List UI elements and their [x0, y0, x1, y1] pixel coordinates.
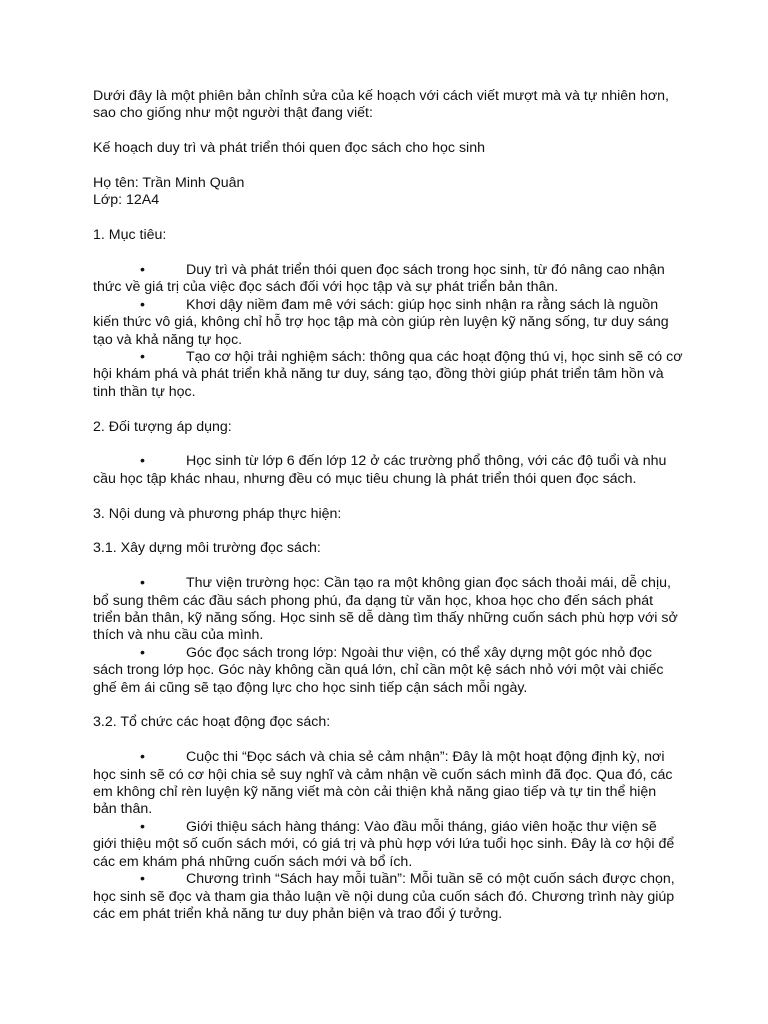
list-item [93, 819, 683, 871]
list-item-text: Tạo cơ hội trải nghiệm sách: thông qua các hoạt động thú vị, học sinh sẽ có cơ hội khám phá và phát triển khả năng tư duy, sáng tạo, đồng thời giúp phát triển tâm hồn và tinh thần tự học. [93, 349, 683, 400]
list-item-text: Thư viện trường học: Cần tạo ra một không gian đọc sách thoải mái, dễ chịu, bổ sung thêm các đầu sách phong phú, đa dạng từ văn học, khoa học cho đến sách phát triển bản thân, kỹ năng sống. Học sinh sẽ dễ dàng tìm thấy những cuốn sách phù hợp với sở thích và nhu cầu của mình. [93, 575, 678, 644]
bullet-icon: • [140, 262, 145, 278]
paragraph: 3.2. Tổ chức các hoạt động đọc sách: [93, 714, 331, 731]
list-item [93, 262, 683, 297]
bullet-icon: • [140, 453, 145, 470]
bullet-icon: • [140, 296, 145, 313]
student-info [93, 175, 683, 210]
list-item [93, 453, 683, 488]
bullet-icon: • [140, 749, 145, 766]
info-line: Lớp: 12A4 [93, 192, 160, 209]
paragraph: 2. Đối tượng áp dụng: [93, 418, 232, 435]
paragraph: 1. Mục tiêu: [93, 227, 167, 244]
bullet-icon: • [140, 349, 145, 366]
bullet-list [93, 575, 683, 697]
bullet-list [93, 262, 683, 401]
list-item [93, 645, 683, 697]
bullet-list [93, 453, 683, 488]
list-item-text: Góc đọc sách trong lớp: Ngoài thư viện, có thể xây dựng một góc nhỏ đọc sách trong lớp học. Góc này không cần quá lớn, chỉ cần một kệ sách nhỏ với một vài chiếc ghế êm ái cũng sẽ tạo động lực cho học sinh tiếp cận sách mỗi ngày. [93, 644, 664, 696]
list-item [93, 349, 683, 401]
list-item-text: Duy trì và phát triển thói quen đọc sách trong học sinh, từ đó nâng cao nhận thức về giá trị của việc đọc sách đối với học tập và sự phát triển bản thân. [93, 262, 665, 296]
document-body [93, 88, 683, 941]
paragraph: 3.1. Xây dựng môi trường đọc sách: [93, 540, 321, 557]
paragraph: Kế hoạch duy trì và phát triển thói quen đọc sách cho học sinh [93, 140, 485, 157]
bullet-icon: • [140, 575, 145, 592]
bullet-icon: • [140, 818, 145, 835]
list-item-text: Học sinh từ lớp 6 đến lớp 12 ở các trường phổ thông, với các độ tuổi và nhu cầu học tập khác nhau, nhưng đều có mục tiêu chung là phát triển thói quen đọc sách. [93, 453, 667, 487]
bullet-list [93, 749, 683, 923]
bullet-icon: • [140, 644, 145, 661]
list-item-text: Cuộc thi “Đọc sách và chia sẻ cảm nhận”: Đây là một hoạt động định kỳ, nơi học sinh sẽ có cơ hội chia sẻ suy nghĩ và cảm nhận về cuốn sách mình đã đọc. Qua đó, các em không chỉ rèn luyện kỹ năng viết mà còn cải thiện khả năng giao tiếp và tự tin thể hiện bản thân. [93, 749, 673, 818]
list-item [93, 871, 683, 923]
info-line: Họ tên: Trần Minh Quân [93, 175, 245, 191]
list-item [93, 575, 683, 645]
list-item-text: Chương trình “Sách hay mỗi tuần”: Mỗi tuần sẽ có một cuốn sách được chọn, học sinh sẽ đọc và tham gia thảo luận về nội dung của cuốn sách đó. Chương trình này giúp các em phát triển khả năng tư duy phản biện và trao đổi ý tưởng. [93, 871, 675, 922]
paragraph: Dưới đây là một phiên bản chỉnh sửa của kế hoạch với cách viết mượt mà và tự nhiên hơn, sao cho giống như một người thật đang viết: [93, 88, 669, 122]
list-item-text: Giới thiệu sách hàng tháng: Vào đầu mỗi tháng, giáo viên hoặc thư viện sẽ giới thiệu một số cuốn sách mới, có giá trị và phù hợp với lứa tuổi học sinh. Đây là cơ hội để các em khám phá những cuốn sách mới và bổ ích. [93, 818, 675, 870]
list-item [93, 297, 683, 349]
list-item-text: Khơi dậy niềm đam mê với sách: giúp học sinh nhận ra rằng sách là nguồn kiến thức vô giá, không chỉ hỗ trợ học tập mà còn giúp rèn luyện kỹ năng sống, tư duy sáng tạo và khả năng tự học. [93, 296, 669, 348]
paragraph: 3. Nội dung và phương pháp thực hiện: [93, 505, 342, 522]
list-item [93, 749, 683, 819]
bullet-icon: • [140, 871, 145, 888]
